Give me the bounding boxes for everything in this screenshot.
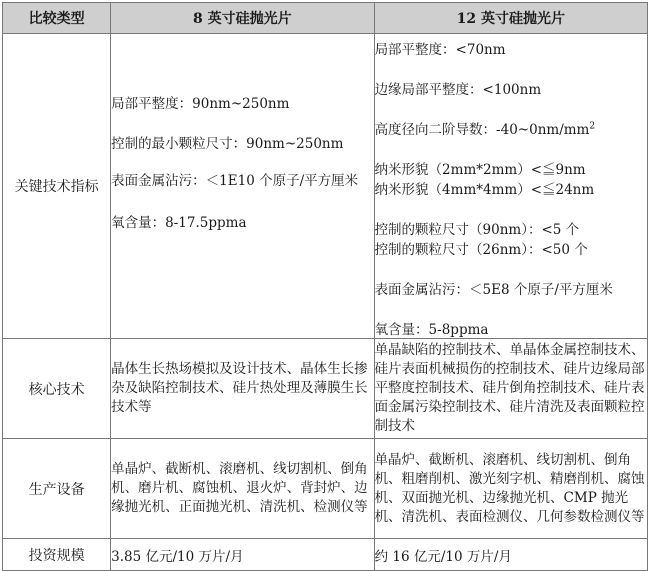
header-row xyxy=(3,3,648,34)
row-core-tech xyxy=(3,339,648,439)
header-comparison-type: 比较类型 xyxy=(3,3,111,34)
metric-12-second-derivative-text: 高度径向二阶导数：-40~0nm/mm xyxy=(374,122,590,138)
equipment-8-inch: 单晶炉、截断机、滚磨机、线切割机、倒角机、磨片机、腐蚀机、退火炉、背封炉、边缘抛光机、正面抛光机、清洗机、检测仪等 xyxy=(111,439,374,539)
metric-12-nano-2mm: 纳米形貌（2mm*2mm）<≦9nm xyxy=(374,162,586,178)
metric-12-metal: 表面金属沾污：＜5E8 个原子/平方厘米 xyxy=(374,282,613,298)
comparison-table xyxy=(2,2,648,571)
row-equipment xyxy=(3,439,648,539)
metric-12-second-derivative xyxy=(375,118,647,138)
metric-8-flatness: 局部平整度：90nm~250nm xyxy=(111,96,290,112)
header-12-inch: 12 英寸硅抛光片 xyxy=(374,3,647,34)
metric-8-oxygen: 氧含量：8-17.5ppma xyxy=(111,215,247,231)
label-equipment: 生产设备 xyxy=(3,439,111,539)
cell-8-inch-metrics xyxy=(111,34,374,339)
header-8-inch: 8 英寸硅抛光片 xyxy=(111,3,374,34)
label-key-metrics: 关键技术指标 xyxy=(3,34,111,339)
metric-12-nano-4mm: 纳米形貌（4mm*4mm）<≦24nm xyxy=(374,182,595,198)
core-tech-12-inch: 单晶缺陷的控制技术、单晶体金属控制技术、硅片表面机械损伤的控制技术、硅片边缘局部平整度控制技术、硅片倒角控制技术、硅片表面金属污染控制技术、硅片清洗及表面颗粒控制技术 xyxy=(374,339,647,439)
equipment-12-inch: 单晶炉、截断机、滚磨机、线切割机、倒角机、粗磨削机、激光刻字机、精磨削机、腐蚀机、双面抛光机、边缘抛光机、CMP 抛光机、清洗机、表面检测仪、几何参数检测仪等 xyxy=(374,439,647,539)
investment-12-inch: 约 16 亿元/10 万片/月 xyxy=(374,539,647,571)
metric-12-particle-90nm: 控制的颗粒尺寸（90nm）：<5 个 xyxy=(374,222,580,238)
row-key-metrics xyxy=(3,34,648,339)
cell-12-inch-metrics xyxy=(374,34,647,339)
metric-12-flatness: 局部平整度：<70nm xyxy=(374,42,506,58)
label-investment: 投资规模 xyxy=(3,539,111,571)
metric-12-edge-flatness: 边缘局部平整度：<100nm xyxy=(374,82,542,98)
core-tech-8-inch: 晶体生长热场模拟及设计技术、晶体生长掺杂及缺陷控制技术、硅片热处理及薄膜生长技术等 xyxy=(111,339,374,439)
metric-8-particle: 控制的最小颗粒尺寸：90nm~250nm xyxy=(111,136,344,152)
label-core-tech: 核心技术 xyxy=(3,339,111,439)
metric-8-metal: 表面金属沾污：＜1E10 个原子/平方厘米 xyxy=(111,173,359,189)
metric-12-particle-26nm: 控制的颗粒尺寸（26nm）：<50 个 xyxy=(374,242,588,258)
metric-12-second-derivative-exp: 2 xyxy=(589,121,596,132)
investment-8-inch: 3.85 亿元/10 万片/月 xyxy=(111,539,374,571)
metric-12-oxygen: 氧含量：5-8ppma xyxy=(374,322,489,338)
